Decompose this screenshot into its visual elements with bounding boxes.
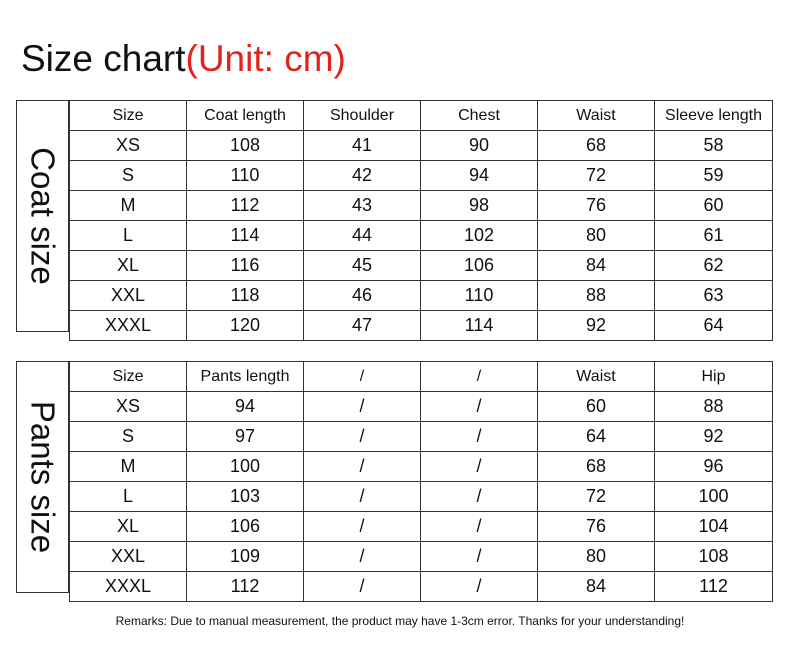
- coat-value-cell: 84: [538, 251, 655, 281]
- coat-value-cell: 98: [421, 191, 538, 221]
- pants-value-cell: /: [304, 542, 421, 572]
- pants-value-cell: /: [304, 572, 421, 602]
- pants-value-cell: 106: [187, 512, 304, 542]
- coat-header-cell: Shoulder: [304, 101, 421, 131]
- coat-value-cell: 112: [187, 191, 304, 221]
- coat-value-cell: 64: [655, 311, 773, 341]
- pants-value-cell: /: [421, 422, 538, 452]
- remark-note: Remarks: Due to manual measurement, the product may have 1-3cm error. Thanks for your understanding!: [115, 614, 685, 628]
- pants-header-cell: Pants length: [187, 362, 304, 392]
- page-title: [21, 34, 346, 84]
- coat-value-cell: 45: [304, 251, 421, 281]
- table-row: [70, 221, 773, 251]
- pants-value-cell: 68: [538, 452, 655, 482]
- pants-value-cell: /: [421, 512, 538, 542]
- pants-value-cell: /: [304, 422, 421, 452]
- pants-value-cell: 84: [538, 572, 655, 602]
- coat-value-cell: 76: [538, 191, 655, 221]
- coat-size-cell: XXL: [70, 281, 187, 311]
- pants-value-cell: /: [421, 452, 538, 482]
- coat-value-cell: 68: [538, 131, 655, 161]
- pants-value-cell: /: [304, 512, 421, 542]
- coat-value-cell: 90: [421, 131, 538, 161]
- coat-value-cell: 43: [304, 191, 421, 221]
- coat-size-table: [69, 100, 773, 341]
- coat-value-cell: 72: [538, 161, 655, 191]
- pants-size-cell: XS: [70, 392, 187, 422]
- pants-size-table: [69, 361, 773, 602]
- pants-header-cell: Hip: [655, 362, 773, 392]
- pants-size-cell: XL: [70, 512, 187, 542]
- coat-value-cell: 47: [304, 311, 421, 341]
- pants-side-label-cell: [16, 361, 69, 593]
- table-row: [70, 542, 773, 572]
- coat-value-cell: 102: [421, 221, 538, 251]
- pants-value-cell: 76: [538, 512, 655, 542]
- coat-size-cell: XL: [70, 251, 187, 281]
- coat-value-cell: 120: [187, 311, 304, 341]
- title-unit: (Unit: cm): [185, 38, 346, 79]
- pants-value-cell: 104: [655, 512, 773, 542]
- pants-value-cell: /: [304, 392, 421, 422]
- pants-size-cell: M: [70, 452, 187, 482]
- coat-size-cell: XS: [70, 131, 187, 161]
- pants-value-cell: 72: [538, 482, 655, 512]
- pants-value-cell: 60: [538, 392, 655, 422]
- table-row: [70, 251, 773, 281]
- pants-size-cell: S: [70, 422, 187, 452]
- coat-header-cell: Size: [70, 101, 187, 131]
- pants-size-cell: L: [70, 482, 187, 512]
- pants-value-cell: 100: [187, 452, 304, 482]
- pants-table-body: [70, 362, 773, 602]
- pants-side-label: Pants size: [24, 400, 61, 554]
- table-row: [70, 452, 773, 482]
- coat-header-row: [70, 101, 773, 131]
- pants-value-cell: 108: [655, 542, 773, 572]
- table-row: [70, 572, 773, 602]
- coat-value-cell: 110: [187, 161, 304, 191]
- coat-value-cell: 92: [538, 311, 655, 341]
- coat-value-cell: 88: [538, 281, 655, 311]
- pants-value-cell: 97: [187, 422, 304, 452]
- pants-value-cell: 100: [655, 482, 773, 512]
- pants-value-cell: /: [421, 392, 538, 422]
- coat-value-cell: 59: [655, 161, 773, 191]
- pants-value-cell: 112: [187, 572, 304, 602]
- pants-value-cell: 64: [538, 422, 655, 452]
- pants-size-cell: XXL: [70, 542, 187, 572]
- coat-value-cell: 61: [655, 221, 773, 251]
- pants-value-cell: /: [421, 542, 538, 572]
- title-main: Size chart: [21, 38, 186, 79]
- coat-size-cell: S: [70, 161, 187, 191]
- coat-value-cell: 108: [187, 131, 304, 161]
- table-row: [70, 422, 773, 452]
- table-row: [70, 131, 773, 161]
- coat-value-cell: 62: [655, 251, 773, 281]
- coat-value-cell: 114: [187, 221, 304, 251]
- table-row: [70, 482, 773, 512]
- coat-size-cell: M: [70, 191, 187, 221]
- coat-header-cell: Chest: [421, 101, 538, 131]
- pants-value-cell: /: [421, 482, 538, 512]
- table-row: [70, 311, 773, 341]
- coat-side-label-cell: [16, 100, 69, 332]
- coat-table-body: [70, 101, 773, 341]
- pants-value-cell: 92: [655, 422, 773, 452]
- coat-header-cell: Sleeve length: [655, 101, 773, 131]
- pants-value-cell: 109: [187, 542, 304, 572]
- coat-value-cell: 94: [421, 161, 538, 191]
- coat-value-cell: 46: [304, 281, 421, 311]
- coat-side-label: Coat size: [24, 147, 61, 285]
- pants-value-cell: /: [421, 572, 538, 602]
- pants-value-cell: 80: [538, 542, 655, 572]
- coat-header-cell: Waist: [538, 101, 655, 131]
- coat-value-cell: 114: [421, 311, 538, 341]
- coat-value-cell: 63: [655, 281, 773, 311]
- coat-value-cell: 116: [187, 251, 304, 281]
- pants-value-cell: /: [304, 482, 421, 512]
- pants-header-cell: Waist: [538, 362, 655, 392]
- pants-value-cell: 94: [187, 392, 304, 422]
- coat-value-cell: 44: [304, 221, 421, 251]
- coat-value-cell: 42: [304, 161, 421, 191]
- pants-header-cell: /: [421, 362, 538, 392]
- coat-value-cell: 60: [655, 191, 773, 221]
- pants-value-cell: 96: [655, 452, 773, 482]
- pants-header-row: [70, 362, 773, 392]
- coat-value-cell: 106: [421, 251, 538, 281]
- coat-header-cell: Coat length: [187, 101, 304, 131]
- coat-value-cell: 58: [655, 131, 773, 161]
- table-row: [70, 161, 773, 191]
- pants-size-cell: XXXL: [70, 572, 187, 602]
- coat-value-cell: 118: [187, 281, 304, 311]
- table-row: [70, 392, 773, 422]
- coat-value-cell: 41: [304, 131, 421, 161]
- pants-header-cell: /: [304, 362, 421, 392]
- coat-size-cell: L: [70, 221, 187, 251]
- coat-value-cell: 110: [421, 281, 538, 311]
- coat-size-cell: XXXL: [70, 311, 187, 341]
- pants-value-cell: /: [304, 452, 421, 482]
- pants-value-cell: 88: [655, 392, 773, 422]
- table-row: [70, 191, 773, 221]
- table-row: [70, 281, 773, 311]
- coat-value-cell: 80: [538, 221, 655, 251]
- pants-header-cell: Size: [70, 362, 187, 392]
- pants-value-cell: 112: [655, 572, 773, 602]
- table-row: [70, 512, 773, 542]
- pants-value-cell: 103: [187, 482, 304, 512]
